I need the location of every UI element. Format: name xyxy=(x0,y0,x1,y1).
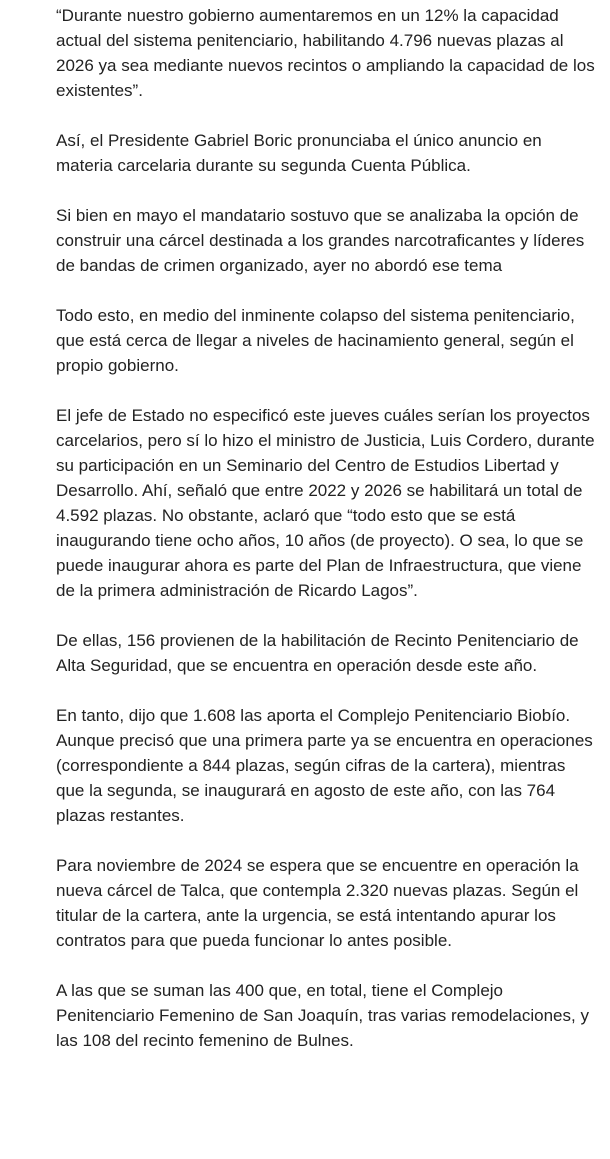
paragraph-alta-seguridad: De ellas, 156 provienen de la habilitación de Recinto Penitenciario de Alta Seguridad, que se encuentra en operación desde este año. xyxy=(56,631,579,675)
paragraph-biobio: En tanto, dijo que 1.608 las aporta el Complejo Penitenciario Biobío. Aunque precisó que una primera parte ya se encuentra en operaciones (correspondiente a 844 plazas, según cifras de la cartera), mientras que la segunda, se inaugurará en agosto de este año, con las 764 plazas restantes. xyxy=(56,706,593,825)
paragraph-boric-announcement: Así, el Presidente Gabriel Boric pronunciaba el único anuncio en materia carcelaria durante su segunda Cuenta Pública. xyxy=(56,131,542,175)
article-body xyxy=(56,0,596,1078)
paragraph-system-collapse: Todo esto, en medio del inminente colapso del sistema penitenciario, que está cerca de llegar a niveles de hacinamiento general, según el propio gobierno. xyxy=(56,306,575,375)
paragraph-high-security-prison: Si bien en mayo el mandatario sostuvo que se analizaba la opción de construir una cárcel destinada a los grandes narcotraficantes y líderes de bandas de crimen organizado, ayer no abordó ese tema xyxy=(56,206,585,275)
paragraph-talca: Para noviembre de 2024 se espera que se encuentre en operación la nueva cárcel de Talca, que contempla 2.320 nuevas plazas. Según el titular de la cartera, ante la urgencia, se está intentando apurar los contratos para que pueda funcionar lo antes posible. xyxy=(56,856,579,950)
paragraph-quote-announcement: “Durante nuestro gobierno aumentaremos en un 12% la capacidad actual del sistema penitenciario, habilitando 4.796 nuevas plazas al 2026 ya sea mediante nuevos recintos o ampliando la capacidad de los existentes”. xyxy=(56,6,595,100)
paragraph-san-joaquin-bulnes: A las que se suman las 400 que, en total, tiene el Complejo Penitenciario Femenino de San Joaquín, tras varias remodelaciones, y las 108 del recinto femenino de Bulnes. xyxy=(56,981,589,1050)
paragraph-minister-cordero: El jefe de Estado no especificó este jueves cuáles serían los proyectos carcelarios, pero sí lo hizo el ministro de Justicia, Luis Cordero, durante su participación en un Seminario del Centro de Estudios Libertad y Desarrollo. Ahí, señaló que entre 2022 y 2026 se habilitará un total de 4.592 plazas. No obstante, aclaró que “todo esto que se está inaugurando tiene ocho años, 10 años (de proyecto). O sea, lo que se puede inaugurar ahora es parte del Plan de Infraestructura, que viene de la primera administración de Ricardo Lagos”. xyxy=(56,406,595,600)
